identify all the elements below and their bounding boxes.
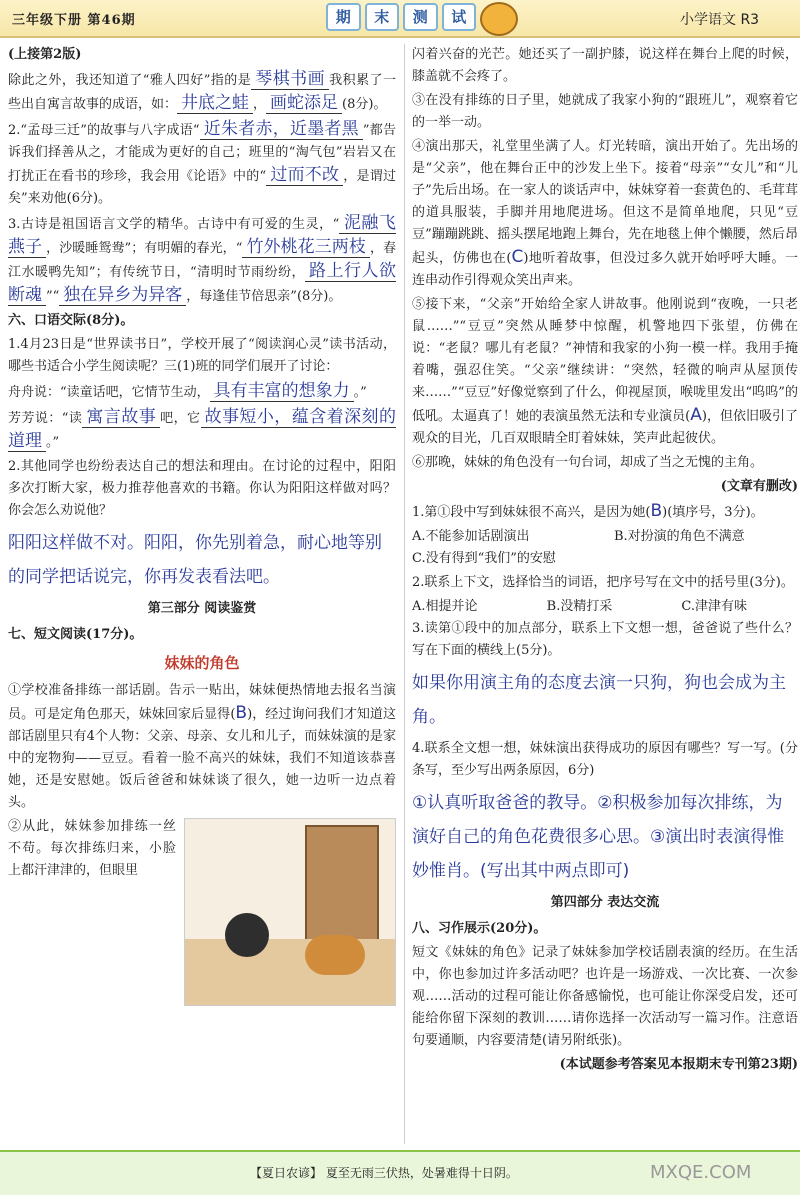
handwritten-answer: 竹外桃花三两枝 [242, 237, 370, 258]
watermark: MXQE.COM [650, 1162, 752, 1183]
option: A.不能参加话剧演出 [412, 529, 530, 544]
q7-1: 1.第①段中写到妹妹很不高兴，是因为她(B)(填序号，3分)。 [412, 501, 764, 521]
handwritten-answer: 阳阳这样做不对。阳阳，你先别着急，耐心地等别的同学把话说完，你再发表看法吧。 [8, 533, 382, 587]
subject-label: 小学语文 R3 [680, 12, 760, 28]
handwritten-answer: 画蛇添足 [266, 93, 342, 114]
handwritten-answer: 泥融飞燕子 [8, 213, 396, 257]
handwritten-answer: ①认真听取爸爸的教导。②积极参加每次排练，为演好自己的角色花费很多心思。③演出时表演得惟妙惟肖。(写出其中两点即可) [412, 793, 785, 881]
dog-figure [305, 935, 365, 975]
story-title: 妹妹的角色 [164, 654, 240, 672]
handwritten-answer: 路上行人欲断魂 [8, 261, 397, 305]
story-para-1: ①学校准备排练一部话剧。告示一贴出，妹妹便热情地去报名当演员。可是定角色那天，妹妹回家后显得(B)，经过询问我们才知道这部话剧里只有4个人物：父亲、母亲、女儿和儿子，而妹妹演的是家中的宠物狗——豆豆。看着一脸不高兴的妹妹，我们不知道该恭喜她，还是安慰她。饭后爸爸和妹妹谈了很久，她一边听一边点着头。 [8, 683, 396, 810]
q7-2: 2.联系上下文，选择恰当的词语，把序号写在文中的括号里(3分)。 [412, 575, 794, 590]
section-6-heading: 六、口语交际(8分)。 [8, 313, 134, 328]
edit-note: (文章有删改) [720, 479, 798, 494]
part-3-heading: 第三部分 阅读鉴赏 [147, 601, 257, 616]
left-column [8, 44, 396, 1010]
section-8-heading: 八、习作展示(20分)。 [412, 921, 547, 936]
handwritten-answer: 琴棋书画 [251, 69, 329, 90]
handwritten-answer: 过而不改 [266, 165, 343, 186]
option: C.没有得到“我们”的安慰 [412, 551, 556, 566]
handwritten-answer: C [511, 247, 524, 267]
handwritten-answer: A [690, 405, 702, 425]
option: C.津津有味 [681, 599, 747, 614]
q7-3: 3.读第①段中的加点部分，联系上下文想一想，爸爸说了些什么？写在下面的横线上(5分)。 [412, 621, 798, 658]
handwritten-answer: 故事短小，蕴含着深刻的道理 [8, 407, 396, 451]
story-para-4: ④演出那天，礼堂里坐满了人。灯光转暗，演出开始了。先出场的是“父亲”，他在舞台正中的沙发上坐下。接着“母亲”“女儿”和“儿子”先后出场。在一家人的谈话声中，妹妹穿着一套黄色的、毛茸茸的道具服装，手脚并用地爬进场。但这不是简单地爬，只见“豆豆”蹦蹦跳跳、摇头摆尾地跑上舞台，先在地毯上伸个懒腰，然后昂起头，仿佛也在(C)地听着故事，但没过多久就开始呼呼大睡。一连串动作引得观众笑出声来。 [412, 139, 798, 288]
story-para-6: ⑥那晚，妹妹的角色没有一句台词，却成了当之无愧的主角。 [412, 455, 764, 470]
story-para-2: ②从此，妹妹参加排练一丝不苟。每次排练归来，小脸上都汗津津的，但眼里 [8, 819, 176, 878]
zhouzhou-line: 舟舟说：“读童话吧，它情节生动， 具有丰富的想象力 。” [8, 381, 367, 401]
handwritten-answer: 如果你用演主角的态度去演一只狗，狗也会成为主角。 [412, 673, 786, 727]
page-header [0, 0, 800, 38]
handwritten-answer: 井底之蛙 [177, 93, 253, 114]
handwritten-answer: 近朱者赤，近墨者黑 [200, 119, 363, 140]
farm-proverb: 【夏日农谚】 夏至无雨三伏热，处暑难得十日阴。 [250, 1166, 518, 1180]
story-para-5: ⑤接下来，“父亲”开始给全家人讲故事。他刚说到“夜晚，一只老鼠……”“豆豆”突然从睡梦中惊醒，机警地四下张望，仿佛在说：“老鼠？哪儿有老鼠？”神情和我家的小狗一模一样。我用手掩着嘴，强忍住笑。“父亲”继续讲：“突然，轻微的响声从屋顶传来……”“豆豆”好像觉察到了什么，仰视屋顶，喉咙里发出“呜呜”的低吼。太逼真了！她的表演虽然无法和专业演员(A)，但依旧吸引了观众的目光，几百双眼睛全盯着妹妹，笑声此起彼伏。 [412, 297, 798, 446]
q7-2-options [412, 596, 798, 618]
right-column [412, 44, 798, 1078]
handwritten-answer: 具有丰富的想象力 [210, 381, 354, 402]
answer-reference: (本试题参考答案见本报期末专刊第23期) [559, 1057, 798, 1072]
story-para-2-cont: 闪着兴奋的光芒。她还买了一副护膝，说这样在舞台上爬的时候，膝盖就不会疼了。 [412, 47, 798, 84]
handwritten-answer: B [650, 501, 663, 521]
part-4-heading: 第四部分 表达交流 [550, 895, 660, 910]
fangfang-line: 芳芳说：“读 寓言故事 吧，它 故事短小，蕴含着深刻的道理 。” [8, 407, 396, 451]
column-divider [404, 44, 405, 1144]
writing-prompt: 短文《妹妹的角色》记录了妹妹参加学校话剧表演的经历。在生活中，你也参加过许多活动吧？也许是一场游戏、一次比赛、一次参观……活动的过程可能让你备感愉悦，也可能让你深受启发，还可能给你留下深刻的教训……请你选择一次活动写一篇习作。注意语句要通顺，内容要清楚(请另附纸张)。 [412, 945, 798, 1048]
q5-3: 3.古诗是祖国语言文学的精华。古诗中有可爱的生灵，“ 泥融飞燕子 ，沙暖睡鸳鸯”；有明媚的春光，“ 竹外桃花三两枝 ，春江水暖鸭先知”；有传统节日，“清明时节雨纷纷， 路上行人欲断魂 ”“ 独在异乡为异客 ，每逢佳节倍思亲”(8分)。 [8, 213, 397, 305]
q5-2: 2.“孟母三迁”的故事与八字成语“ 近朱者赤，近墨者黑 ”都告诉我们择善从之，才能成为更好的自己；班里的“淘气包”岩岩又在打扰正在看书的珍珍，我会用《论语》中的“ 过而不改 ，是谓过矣”来劝他(6分)。 [8, 119, 396, 206]
handwritten-answer: B [235, 703, 248, 723]
issue-label: 三年级下册 第46期 [12, 13, 136, 28]
handwritten-answer: 寓言故事 [82, 407, 160, 428]
q7-1-options [412, 526, 798, 548]
banner-char: 期 [326, 3, 361, 31]
banner-char: 末 [365, 3, 400, 31]
page-footer [0, 1150, 800, 1195]
option: A.相提并论 [412, 599, 478, 614]
handwritten-answer: 独在异乡为异客 [59, 285, 186, 306]
banner-char: 测 [403, 3, 438, 31]
continue-note: (上接第2版) [8, 47, 82, 62]
girl-figure [225, 913, 269, 957]
option: B.没精打采 [546, 599, 613, 614]
q5-1: 除此之外，我还知道了“雅人四好”指的是 琴棋书画 我积累了一些出自寓言故事的成语，如： 井底之蛙 ， 画蛇添足 (8分)。 [8, 69, 397, 113]
q7-4: 4.联系全文想一想，妹妹演出获得成功的原因有哪些？写一写。(分条写，至少写出两条原因，6分) [412, 741, 798, 778]
exam-banner [326, 3, 476, 31]
cow-mascot-icon [480, 2, 518, 36]
banner-char: 试 [442, 3, 477, 31]
q6-1: 1.4月23日是“世界读书日”，学校开展了“阅读润心灵”读书活动，哪些书适合小学生阅读呢？三(1)班的同学们展开了讨论： [8, 337, 396, 374]
story-para-3: ③在没有排练的日子里，她就成了我家小狗的“跟班儿”，观察着它的一举一动。 [412, 93, 798, 130]
option: B.对扮演的角色不满意 [614, 529, 745, 544]
q6-2: 2.其他同学也纷纷表达自己的想法和理由。在讨论的过程中，阳阳多次打断大家，极力推荐他喜欢的书籍。你认为阳阳这样做对吗？你会怎么劝说他？ [8, 459, 396, 518]
bookshelf-shape [305, 825, 379, 949]
section-7-heading: 七、短文阅读(17分)。 [8, 627, 143, 642]
story-illustration [184, 818, 396, 1006]
